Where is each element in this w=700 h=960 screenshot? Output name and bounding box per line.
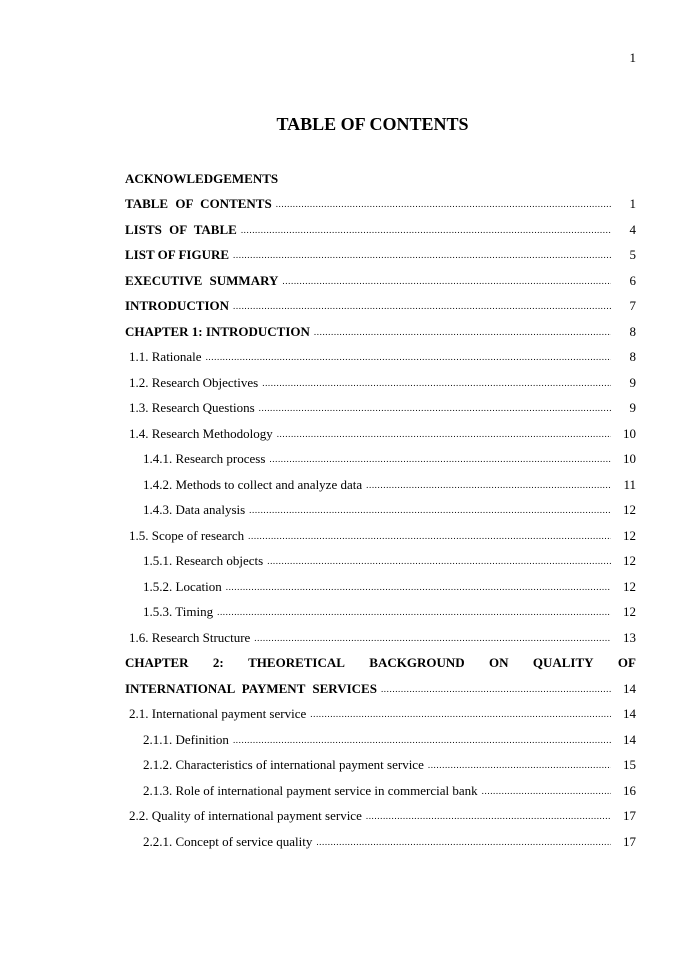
toc-entry-label: 2.1.1. Definition	[143, 731, 229, 747]
toc-entry-page: 5	[629, 247, 636, 263]
dot-leader	[316, 837, 611, 847]
page-title: TABLE OF CONTENTS	[276, 114, 469, 134]
toc-entry-lists-of-table[interactable]	[125, 217, 636, 243]
toc-entry-page: 12	[623, 578, 636, 594]
dot-leader	[276, 199, 611, 209]
toc-entry-page: 17	[623, 808, 636, 824]
toc-entry-chapter-1[interactable]	[125, 319, 636, 345]
toc-entry-1-5-3[interactable]	[125, 600, 636, 626]
toc-word: BACKGROUND	[369, 655, 465, 671]
toc-entry-label: EXECUTIVE SUMMARY	[125, 272, 279, 288]
toc-entry-1-4-1[interactable]	[125, 447, 636, 473]
toc-entry-1-5[interactable]	[125, 523, 636, 549]
dot-leader	[249, 505, 611, 515]
dot-leader	[206, 352, 611, 362]
toc-entry-page: 12	[623, 527, 636, 543]
toc-entry-label: 1.5.2. Location	[143, 578, 222, 594]
dot-leader	[366, 480, 611, 490]
dot-leader	[381, 684, 611, 694]
toc-entry-label: 2.2.1. Concept of service quality	[143, 833, 313, 849]
toc-entry-page: 8	[629, 323, 636, 339]
toc-entry-label: 2.1.2. Characteristics of international payment service	[143, 757, 424, 773]
toc-entry-page: 12	[623, 502, 636, 518]
toc-word: CHAPTER	[125, 655, 189, 671]
toc-entry-label: 2.2. Quality of international payment service	[129, 808, 362, 824]
toc-entry-2-1-2[interactable]	[125, 753, 636, 779]
toc-entry-label: CHAPTER 1: INTRODUCTION	[125, 323, 310, 339]
toc-word: 2:	[212, 655, 224, 671]
toc-entry-label: 1.4.2. Methods to collect and analyze data	[143, 476, 363, 492]
dot-leader	[310, 709, 611, 719]
toc-entry-label: 1.2. Research Objectives	[129, 374, 259, 390]
toc-entry-label: 1.3. Research Questions	[129, 400, 255, 416]
dot-leader	[233, 735, 611, 745]
toc-entry-label: ACKNOWLEDGEMENTS	[125, 170, 279, 186]
dot-leader	[226, 582, 611, 592]
dot-leader	[233, 250, 611, 260]
dot-leader	[314, 327, 611, 337]
toc-entry-1-4-3[interactable]	[125, 498, 636, 524]
toc-entry-1-4-2[interactable]	[125, 472, 636, 498]
toc-entry-label: 1.5. Scope of research	[129, 527, 245, 543]
toc-entry-2-1[interactable]	[125, 702, 636, 728]
toc-entry-label: 2.1.3. Role of international payment service in commercial bank	[143, 782, 478, 798]
toc-word: OF	[617, 655, 636, 671]
toc-entry-page: 8	[629, 349, 636, 365]
toc-entry-2-2[interactable]	[125, 804, 636, 830]
toc-entry-label: INTERNATIONAL PAYMENT SERVICES	[125, 680, 377, 696]
dot-leader	[282, 276, 611, 286]
toc-entry-label: LISTS OF TABLE	[125, 221, 237, 237]
toc-entry-1-4[interactable]	[125, 421, 636, 447]
toc-entry-executive-summary[interactable]	[125, 268, 636, 294]
toc-entry-table-of-contents[interactable]	[125, 192, 636, 218]
dot-leader	[259, 403, 611, 413]
toc-entry-2-1-3[interactable]	[125, 778, 636, 804]
toc-entry-1-1[interactable]	[125, 345, 636, 371]
toc-entry-page: 4	[629, 221, 636, 237]
toc-entry-page: 9	[629, 374, 636, 390]
toc-entry-label: 1.4.3. Data analysis	[143, 502, 246, 518]
toc-entry-page: 14	[623, 731, 636, 747]
toc-entry-page: 14	[623, 680, 636, 696]
dot-leader	[482, 786, 611, 796]
toc-entry-page: 10	[623, 451, 636, 467]
toc-word: ON	[489, 655, 509, 671]
toc-entry-page: 11	[623, 476, 636, 492]
toc-entry-introduction[interactable]	[125, 294, 636, 320]
toc-entry-page: 6	[629, 272, 636, 288]
dot-leader	[217, 607, 611, 617]
toc-entry-label: 2.1. International payment service	[129, 706, 307, 722]
toc-entry-label-justified	[125, 655, 636, 671]
toc-entry-page: 14	[623, 706, 636, 722]
toc-entry-label: 1.5.1. Research objects	[143, 553, 264, 569]
toc-entry-2-1-1[interactable]	[125, 727, 636, 753]
toc-entry-label: LIST OF FIGURE	[125, 247, 230, 263]
dot-leader	[267, 556, 611, 566]
toc-entry-page: 9	[629, 400, 636, 416]
dot-leader	[233, 301, 611, 311]
toc-entry-label: 1.4.1. Research process	[143, 451, 266, 467]
toc-entry-label: 1.1. Rationale	[129, 349, 202, 365]
toc-entry-page: 12	[623, 553, 636, 569]
toc-entry-page: 7	[629, 298, 636, 314]
toc-entry-list-of-figure[interactable]	[125, 243, 636, 269]
toc-entry-page: 10	[623, 425, 636, 441]
toc-entry-page: 13	[623, 629, 636, 645]
toc-entry-page: 12	[623, 604, 636, 620]
page-number: 1	[629, 50, 636, 65]
dot-leader	[366, 811, 611, 821]
toc-entry-label: INTRODUCTION	[125, 298, 230, 314]
toc-entry-label: 1.4. Research Methodology	[129, 425, 273, 441]
toc-entry-page: 1	[629, 196, 636, 212]
toc-entry-2-2-1[interactable]	[125, 829, 636, 855]
toc-entry-label: TABLE OF CONTENTS	[125, 196, 272, 212]
dot-leader	[269, 454, 611, 464]
toc-entry-chapter-2-line-2[interactable]	[125, 676, 636, 702]
dot-leader	[254, 633, 611, 643]
toc-entry-1-5-2[interactable]	[125, 574, 636, 600]
toc-word: QUALITY	[532, 655, 594, 671]
toc-entry-acknowledgements[interactable]	[125, 166, 636, 192]
dot-leader	[277, 429, 611, 439]
dot-leader	[428, 760, 611, 770]
toc-entry-1-2[interactable]	[125, 370, 636, 396]
toc-entry-page: 16	[623, 782, 636, 798]
toc-entry-1-5-1[interactable]	[125, 549, 636, 575]
toc-entry-1-3[interactable]	[125, 396, 636, 422]
toc-entry-label: 1.6. Research Structure	[129, 629, 251, 645]
dot-leader	[241, 225, 611, 235]
toc-entry-chapter-2-line-1[interactable]	[125, 651, 636, 677]
toc-entry-1-6[interactable]	[125, 625, 636, 651]
table-of-contents	[125, 166, 636, 855]
toc-word: THEORETICAL	[248, 655, 345, 671]
toc-entry-page: 15	[623, 757, 636, 773]
toc-entry-label: 1.5.3. Timing	[143, 604, 214, 620]
dot-leader	[248, 531, 611, 541]
dot-leader	[262, 378, 611, 388]
toc-entry-page: 17	[623, 833, 636, 849]
